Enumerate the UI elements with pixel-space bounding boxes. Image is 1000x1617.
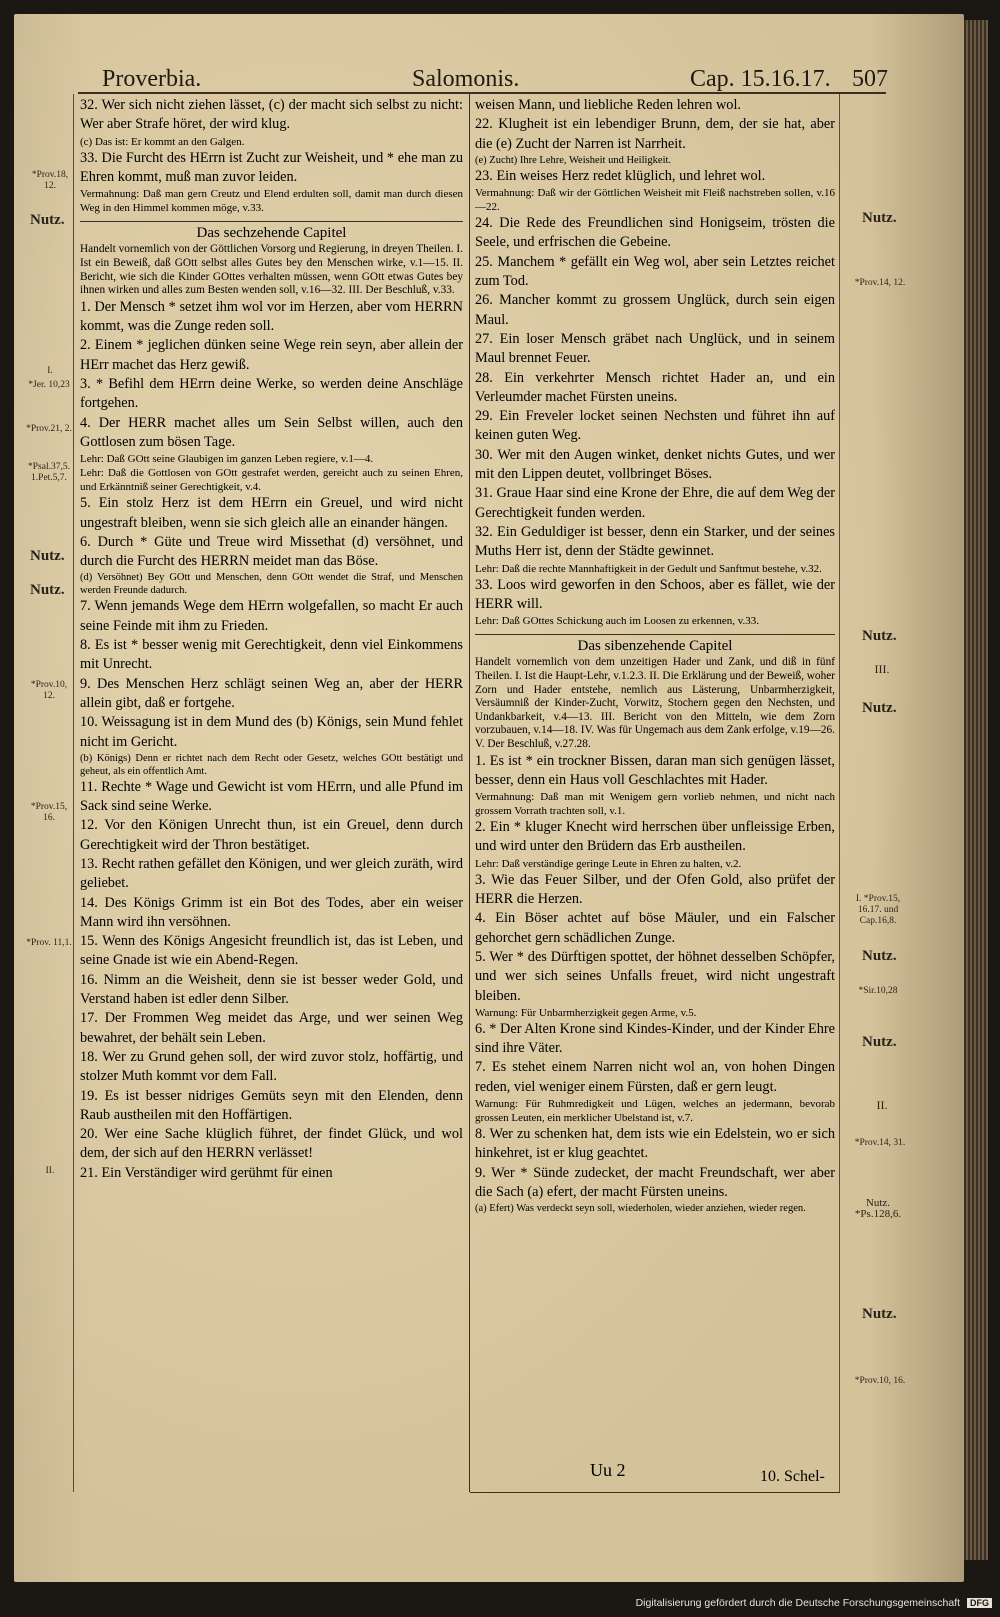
verse: 9. Des Menschen Herz schlägt seinen Weg an, aber der HERR allein gibt, daß er fortgehe. [80,675,463,711]
verse: 13. Recht rathen gefället den Königen, und wer gleich zuräth, wird geliebet. [80,855,463,892]
header-author: Salomonis. [412,66,520,92]
verse: 3. * Befihl dem HErrn deine Werke, so werden deine Anschläge fortgehen. [80,376,463,412]
margin-reference: *Psal.37,5. 1.Pet.5,7. [28,462,70,483]
verse: 21. Ein Verständiger wird gerühmt für einen [80,1164,333,1181]
teaching-note: Lehr: Daß GOtt seine Glaubigen im ganzen Leben regiere, v.1—4. [80,453,374,466]
margin-nutz: Nutz. [30,212,65,228]
verse: 8. Es ist * besser wenig mit Gerechtigkeit, denn viel Einkommens mit Unrecht. [80,637,463,673]
verse: 6. * Der Alten Krone sind Kindes-Kinder, und der Kinder Ehre sind ihre Väter. [475,1020,835,1057]
margin-nutz: Nutz. [30,582,65,598]
footer-rule [470,1492,840,1493]
verse: weisen Mann, und liebliche Reden lehren wol. [475,97,742,113]
verse: 20. Wer eine Sache klüglich führet, der findet Glück, und wol dem, der sich auf den HERRN verlässet! [80,1126,463,1162]
teaching-note: Lehr: Daß verständige geringe Leute in Ehren zu halten, v.2. [475,857,742,870]
margin-reference: I. *Prov.15, 16.17. und Cap.16,8. [855,894,901,926]
verse: 5. Wer * des Dürftigen spottet, der höhnet desselben Schöpfer, und wer sich seines Unfalls freuet, wird nicht ungestraft bleiben. [475,948,835,1004]
footnote: (b) Königs) Denn er richtet nach dem Recht oder Gesetz, welches GOtt bestätigt und geheut, als ein offentlich Amt. [80,752,463,777]
chapter-summary: Handelt vornemlich von der Göttlichen Vorsorg und Regierung, in dreyen Theilen. I. Ist ein Beweiß, daß GOtt selbst alles Gutes bey den Menschen wirke, v.1—15. II. Bericht, wie sich die Kinder GOttes verhalten müssen, wenn GOtt etwas Gutes bey ihnen wirken und alles zum Besten wenden soll, v.16—32. III. Der Beschluß, v.33. [80,243,463,297]
footnote: (c) Das ist: Er kommt an den Galgen. [80,135,245,148]
margin-reference: *Prov.18, 12. [31,170,69,191]
application-note: Vermahnung: Daß wir der Göttlichen Weisheit mit Fleiß nachstreben sollen, v.16—22. [475,187,835,214]
margin-nutz-reference: Nutz. *Ps.128,6. [854,1197,902,1220]
verse: 11. Rechte * Wage und Gewicht ist vom HErrn, und alle Pfund im Sack sind seine Werke. [80,778,463,815]
digitization-credit [600,1597,992,1609]
margin-reference: *Prov.21, 2. [26,424,72,434]
margin-reference: *Prov.15, 16. [30,802,68,823]
margin-nutz: Nutz. [30,548,65,564]
margin-nutz: Nutz. [862,1034,897,1050]
margin-part-numeral: I. [47,366,53,376]
margin-reference: *Prov.10, 12. [30,680,68,701]
margin-part-numeral: II. [876,1098,888,1112]
warning-note: Warnung: Für Unbarmherzigkeit gegen Arme, v.5. [475,1006,697,1019]
digitization-note: Digitalisierung gefördert durch die Deutsche Forschungsgemeinschaft [635,1597,961,1609]
margin-reference: *Jer. 10,23 [28,380,70,390]
verse: 27. Ein loser Mensch gräbet nach Unglück, und in seinem Maul brennet Feuer. [475,330,835,367]
verse: 5. Ein stolz Herz ist dem HErrn ein Greuel, und wird nicht ungestraft bleiben, wenn sie sich gleich alle an einander hängen. [80,495,463,531]
teaching-note: Lehr: Daß GOttes Schickung auch im Loosen zu erkennen, v.33. [475,615,759,628]
verse: 32. Ein Geduldiger ist besser, denn ein Starker, und der seines Muths Herr ist, denn der Städte gewinnet. [475,523,835,560]
margin-nutz: Nutz. [862,210,897,226]
verse: 31. Graue Haar sind eine Krone der Ehre, die auf dem Weg der Gerechtigkeit funden werden. [475,485,835,521]
book-edge [962,20,988,1560]
verse: 29. Ein Freveler locket seinen Nechsten und führet ihn auf keinen guten Weg. [475,408,835,444]
verse: 19. Es ist besser nidriges Gemüts seyn mit den Elenden, denn Raub austheilen mit den Hoffärtigen. [80,1087,463,1123]
verse: 1. Es ist * ein trockner Bissen, daran man sich genügen lässet, besser, denn ein Haus voll Geschlachtes mit Hader. [475,752,835,788]
right-margin-rule [839,94,840,1492]
page-number: 507 [852,66,888,92]
verse: 33. Die Furcht des HErrn ist Zucht zur Weisheit, und * ehe man zu Ehren kommt, muß man zuvor leiden. [80,149,463,185]
margin-reference: *Sir.10,28 [858,986,898,996]
chapter-title: Das sechzehende Capitel [196,225,347,242]
footnote: (e) Zucht) Ihre Lehre, Weisheit und Heiligkeit. [475,154,672,166]
margin-reference: *Prov.14, 31. [854,1138,906,1148]
teaching-note: Lehr: Daß die rechte Mannhaftigkeit in der Gedult und Sanftmut bestehe, v.32. [475,562,822,575]
verse: 6. Durch * Güte und Treue wird Missethat (d) versöhnet, und durch die Furcht des HERRN meidet man das Böse. [80,533,463,570]
margin-nutz: Nutz. [862,948,897,964]
verse: 30. Wer mit den Augen winket, denket nichts Gutes, und wer mit den Lippen deutet, vollbringet Böses. [475,446,835,483]
verse: 4. Der HERR machet alles um Sein Selbst willen, auch den Gottlosen zum bösen Tage. [80,414,463,450]
application-note: Vermahnung: Daß man mit Wenigem gern vorlieb nehmen, und nicht nach grossem Vorrath trachten soll, v.1. [475,791,835,818]
margin-reference: *Prov.14, 12. [854,278,906,288]
margin-part-numeral: III. [874,662,890,676]
verse: 18. Wer zu Grund gehen soll, der wird zuvor stolz, hoffärtig, und stolzer Muth kommt vor dem Fall. [80,1048,463,1085]
verse: 15. Wenn des Königs Angesicht freundlich ist, das ist Leben, und seine Gnade ist wie ein Abend-Regen. [80,933,463,969]
chapter-summary: Handelt vornemlich von dem unzeitigen Hader und Zank, und diß in fünf Theilen. I. Ist die Haupt-Lehr, v.1.2.3. II. Die Erklärung und der Beweiß, woher Zorn und Hader entstehe, nemlich aus Lästerung, Unbarmherzigkeit, Versäumniß der Kinder-Zucht, Vorwitz, Stochern gegen den Nechsten, und Undankbarkeit, v.4—13. III. Bericht von den Mitteln, wie dem Zorn vorzubauen, v.14—18. IV. Was für Ungemach aus dem Zank erfolge, v.19—26. V. Der Beschluß, v.27.28. [475,656,835,750]
verse: 2. Einem * jeglichen dünken seine Wege rein seyn, aber allein der HErr machet das Herz gewiß. [80,337,463,373]
margin-reference: *Prov.10, 16. [854,1376,906,1386]
warning-note: Warnung: Für Ruhmredigkeit und Lügen, welches an jedermann, bevorab grossen Leuten, ein merklicher Ubelstand ist, v.7. [475,1098,835,1125]
footnote: (d) Versöhnet) Bey GOtt und Menschen, denn GOtt wendet die Straf, und Menschen werden Freunde dadurch. [80,572,463,597]
margin-nutz: Nutz. [862,628,897,644]
chapter-rule [475,634,835,635]
signature-mark: Uu 2 [590,1460,626,1480]
column-divider [469,94,470,1492]
header-book-title: Proverbia. [102,66,202,92]
header-rule [78,92,886,94]
catchword: 10. Schel- [760,1468,825,1485]
margin-part-numeral: II. [45,1166,55,1176]
verse: 32. Wer sich nicht ziehen lässet, (c) der macht sich selbst zu nicht: Wer aber Strafe höret, der wird klug. [80,97,463,133]
verse: 23. Ein weises Herz redet klüglich, und lehret wol. [475,167,766,184]
verse: 22. Klugheit ist ein lebendiger Brunn, dem, der sie hat, aber die (e) Zucht der Narren ist Narrheit. [475,116,835,152]
verse: 9. Wer * Sünde zudecket, der macht Freundschaft, wer aber die Sach (a) efert, der macht Fürsten uneins. [475,1164,835,1200]
verse: 33. Loos wird geworfen in den Schoos, aber es fället, wie der HERR will. [475,576,835,612]
application-note: Vermahnung: Daß man gern Creutz und Elend erdulten soll, damit man durch diesen Weg in den Himmel kommen möge, v.33. [80,188,463,215]
verse: 16. Nimm an die Weisheit, denn sie ist besser weder Gold, und Verstand haben ist edler denn Silber. [80,971,463,1008]
footnote: (a) Efert) Was verdeckt seyn soll, wiederholen, wieder anziehen, wieder regen. [475,1203,806,1215]
verse: 24. Die Rede des Freundlichen sind Honigseim, trösten die Seele, und erfrischen die Gebeine. [475,215,835,251]
verse: 10. Weissagung ist in dem Mund des (b) Königs, sein Mund fehlet nicht im Gericht. [80,714,463,750]
verse: 25. Manchem * gefällt ein Weg wol, aber sein Letztes reichet zum Tod. [475,253,835,290]
verse: 3. Wie das Feuer Silber, und der Ofen Gold, also prüfet der HERR die Herzen. [475,871,835,908]
verse: 8. Wer zu schenken hat, dem ists wie ein Edelstein, wo er sich hinkehret, ist er klug geachtet. [475,1126,835,1162]
verse: 1. Der Mensch * setzet ihm wol vor im Herzen, aber vom HERRN kommt, was die Zunge reden soll. [80,298,463,335]
verse: 17. Der Frommen Weg meidet das Arge, und wer seinen Weg bewahret, der behält sein Leben. [80,1010,463,1046]
margin-nutz: Nutz. [862,1306,897,1322]
verse: 14. Des Königs Grimm ist ein Bot des Todes, aber ein weiser Mann wird ihn versöhnen. [80,894,463,930]
verse: 12. Vor den Königen Unrecht thun, ist ein Greuel, denn durch Gerechtigkeit wird der Thron bestätiget. [80,817,463,853]
verse: 26. Mancher kommt zu grossem Unglück, durch sein eigen Maul. [475,292,835,328]
right-text-column [475,96,835,1496]
chapter-rule [80,221,463,222]
margin-reference: *Prov. 11,1. [26,938,72,948]
verse: 28. Ein verkehrter Mensch richtet Hader an, und ein Verleumder machet Fürsten uneins. [475,369,835,405]
left-text-column [80,96,463,1496]
dfg-logo: DFG [967,1598,992,1608]
verse: 4. Ein Böser achtet auf böse Mäuler, und ein Falscher gehorchet gern schädlichen Zunge. [475,910,835,946]
teaching-note: Lehr: Daß die Gottlosen von GOtt gestrafet werden, gereicht auch zu seinen Ehren, und Erkänntniß seiner Gerechtigkeit, v.4. [80,467,463,494]
verse: 2. Ein * kluger Knecht wird herrschen über unfleissige Erben, und wird unter den Brüdern das Erb austheilen. [475,819,835,855]
chapter-title: Das sibenzehende Capitel [577,638,733,655]
margin-nutz: Nutz. [862,700,897,716]
header-chapters: Cap. 15.16.17. [690,66,831,92]
left-margin-rule [73,94,74,1492]
verse: 7. Es stehet einem Narren nicht wol an, von hohen Dingen reden, viel weniger einem Fürsten, daß er gern leugt. [475,1059,835,1095]
verse: 7. Wenn jemands Wege dem HErrn wolgefallen, so macht Er auch seine Feinde mit ihm zu Frieden. [80,598,463,634]
